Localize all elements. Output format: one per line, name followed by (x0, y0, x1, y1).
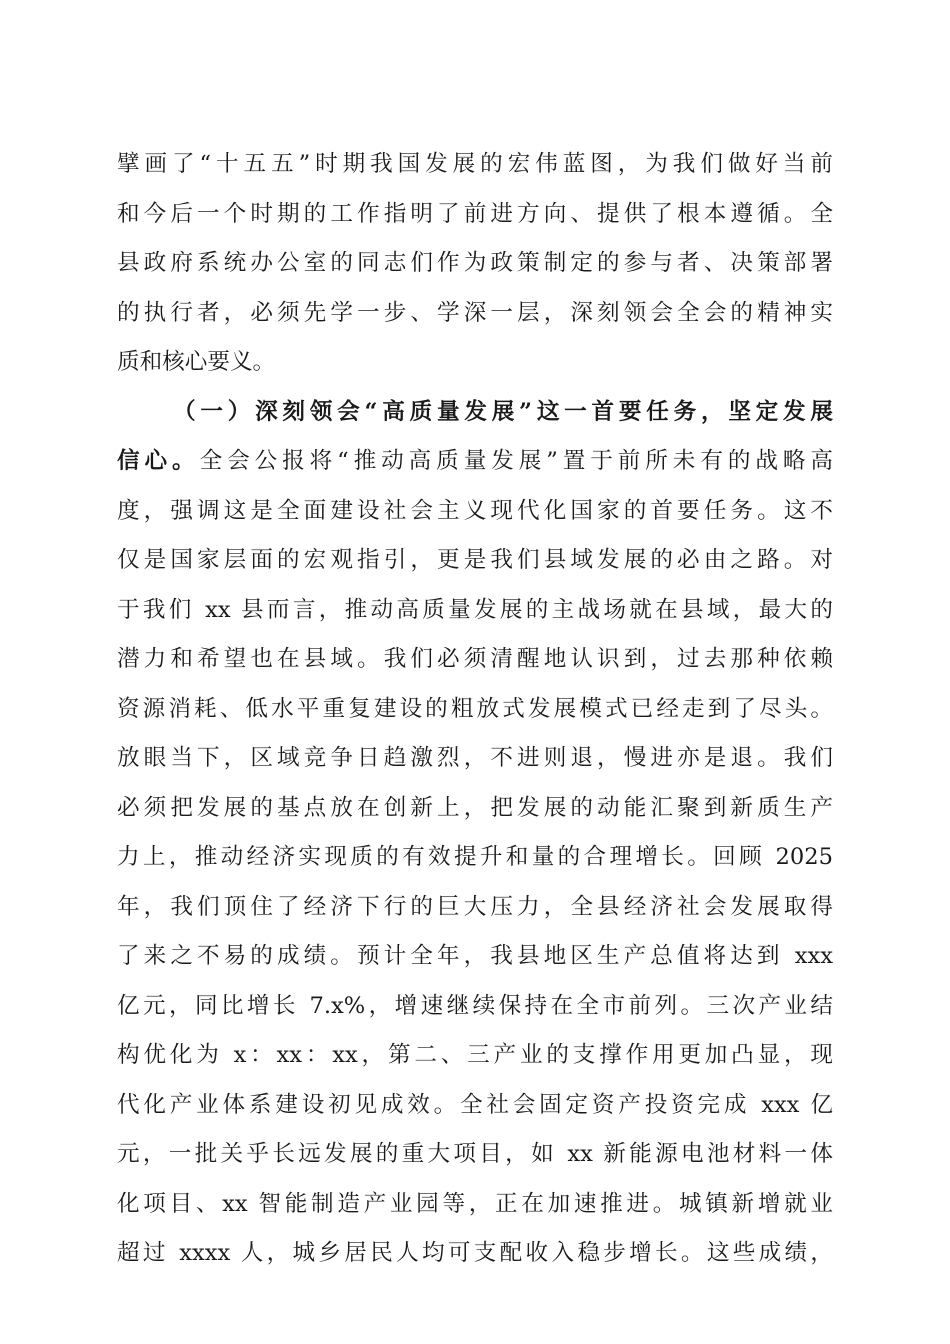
paragraph-line: 超过 xxxx 人，城乡居民人均可支配收入稳步增长。这些成绩， (117, 1240, 833, 1266)
paragraph-line: 年，我们顶住了经济下行的巨大压力，全县经济社会发展取得 (117, 893, 833, 920)
paragraph-line: 力上，推动经济实现质的有效提升和量的合理增长。回顾 2025 (117, 844, 833, 870)
paragraph-line: 和今后一个时期的工作指明了前进方向、提供了根本遵循。全 (117, 200, 833, 227)
paragraph-line: 代化产业体系建设初见成效。全社会固定资产投资完成 xxx 亿 (117, 1091, 833, 1118)
paragraph-line: 县政府系统办公室的同志们作为政策制定的参与者、决策部署 (117, 250, 833, 276)
paragraph-line: 资源消耗、低水平重复建设的粗放式发展模式已经走到了尽头。 (117, 695, 833, 722)
paragraph-line: 的执行者，必须先学一步、学深一层，深刻领会全会的精神实 (117, 299, 833, 326)
section-heading: （一）深刻领会“高质量发展”这一首要任务，坚定发展 (173, 398, 833, 425)
paragraph-line: 必须把发展的基点放在创新上，把发展的动能汇聚到新质生产 (117, 794, 833, 821)
paragraph-line: 度，强调这是全面建设社会主义现代化国家的首要任务。这不 (117, 497, 833, 524)
paragraph-line: 擘画了“十五五”时期我国发展的宏伟蓝图，为我们做好当前 (117, 151, 833, 177)
paragraph-line: 构优化为 x：xx：xx，第二、三产业的支撑作用更加凸显，现 (117, 1042, 833, 1068)
paragraph-line: 元，一批关乎长远发展的重大项目，如 xx 新能源电池材料一体 (117, 1141, 833, 1167)
paragraph-line: 仅是国家层面的宏观指引，更是我们县域发展的必由之路。对 (117, 547, 833, 573)
paragraph-line (117, 437, 833, 487)
paragraph-line: 于我们 xx 县而言，推动高质量发展的主战场就在县域，最大的 (117, 596, 833, 623)
paragraph-text: 全会公报将“推动高质量发展”置于前所未有的战略高 (199, 448, 833, 474)
paragraph-line: 亿元，同比增长 7.x%，增速继续保持在全市前列。三次产业结 (117, 992, 833, 1019)
section-heading-end: 信心。 (117, 448, 200, 474)
paragraph-line: 化项目、xx 智能制造产业园等，正在加速推进。城镇新增就业 (117, 1190, 833, 1217)
paragraph-line: 了来之不易的成绩。预计全年，我县地区生产总值将达到 xxx (117, 943, 833, 969)
paragraph-line: 潜力和希望也在县域。我们必须清醒地认识到，过去那种依赖 (117, 646, 833, 672)
document-body (117, 140, 833, 1279)
paragraph-line: 放眼当下，区域竞争日趋激烈，不进则退，慢进亦是退。我们 (117, 745, 833, 771)
paragraph-line: 质和核心要义。 (117, 349, 276, 375)
